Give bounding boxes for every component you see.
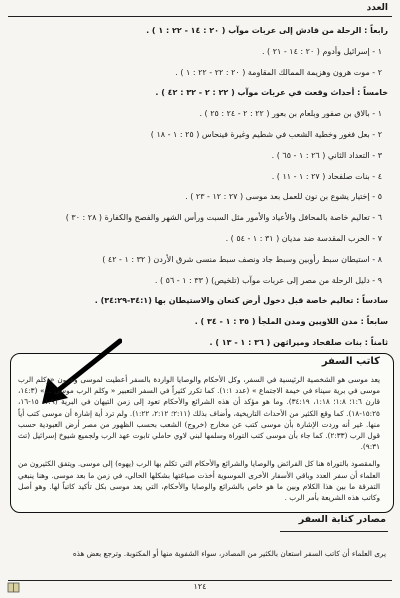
box-paragraph: يعد موسى هو الشخصية الرئيسية في السفر، وكل الأحكام والوصايا الواردة بالسفر أعطيت لموسى وهرون «وكلم الرب موسى في برية سيناء في خيمة الاجتماع » (عدد ١:١). كما تكرر كثيراً في السفر التعبير « وكلم الرب موسى ...» (١٤:٣، قارن ١:٦؛ ١:٨؛ ١:١٨، ٣٤:١٩). وما هو مؤكد أن هذه الشرائع والأحكام تعود إلى زمن التيهان في البرية (١:٩، ١٥-١٦، ١٥:٢٥-١٨). كما وقع الكثير من الأحداث التاريخية، وأضاف بذلك (٢:١١؛ ٢:١٢، ١:٢٢). ولم ترد أية إشارة أن موسى كتب أياً منها. غير أنه وردت الإشارة بأن موسى كتب عن مخارج (خروج) الشعب بحسب الظهور من مصر أرض العبودية حسب قول الرب (٢:٣٣). كما جاء بأن موسى كتب التوراة وسلمها لبني لاوي حاملي تابوت عهد الرب ولجميع شيوخ إسرائيل (تث ٩:٣١). [18, 375, 380, 452]
outline-row: سادساً : تعاليم خاصة قبل دخول أرض كنعان والاستيطان بها (٣٤:١-٣٤:٢٩) . [94, 296, 388, 306]
book-icon [7, 581, 20, 594]
outline-row: ٥ - إختيار يشوع بن نون للعمل بعد موسى ( ٢٧ : ١٢ - ٢٣ ) . [185, 192, 382, 202]
outline-row: ٢ - بعل فغور وخطية الشعب في شطيم وغيرة فينحاس ( ٢٥ : ١ - ١٨ ) [150, 129, 382, 139]
outline-list [18, 21, 388, 354]
outline-row: ١ - بالاق بن صفور وبلعام بن بعور ( ٢٢ : ٢ - ٢٤ : ٢٥ ) . [199, 109, 382, 119]
box-body [18, 374, 380, 509]
outline-row: ٩ - دليل الرحلة من مصر إلى عربات موآب (تلخيص) ( ٣٣ : ١ - ٥٦ ) . [154, 275, 382, 285]
box-paragraph: والمقصود بالتوراة هنا كل الفرائض والوصايا والشرائع والأحكام التي تكلم بها الرب (يهوه) إلى موسى. ويتفق الكثيرون من العلماء أن سفر العدد وباقي الأسفار الأخرى الموسوية أخذت صياغتها بشكلها الحالي، في زمن ما بعد موسى. وهنا ينبغي التفرقة ما بين هذا الكلام وبين ما هو خاص بالشرائع والوصايا والأحكام، التي يعد موسى بكل تأكيد كاتباً لها. وهو أصل وكاتب هذه الشريعة بأمر الرب . [18, 459, 380, 503]
footer-rule [8, 580, 392, 581]
outline-row: رابعاً : الرحلة من قادش إلى عربات موآب ( ٢٠ : ١٤ - ٢٢ : ١ ) . [146, 26, 388, 35]
outline-row: سابعاً : مدن اللاويين ومدن الملجأ ( ٣٥ : ١ - ٣٤ ) . [194, 317, 388, 327]
outline-row: ٣ - التعداد الثاني ( ٢٦ : ١ - ٦٥ ) . [271, 150, 382, 160]
outline-row: ثامناً : بنات صلفحاد وميراثهن ( ٣٦ : ١ - ١٣ ) . [209, 337, 388, 347]
outline-row: خامساً : أحداث وقعت في عربات موآب ( ٢٢ : ٢ - ٣٢ : ٤٢ ) . [155, 88, 388, 98]
running-header: العدد [366, 3, 388, 13]
outline-row: ٦ - تعاليم خاصة بالمحافل والأعياد والأمور مثل السبت ورأس الشهر والفصح والكفارة ( ٢٨ : ٣٠ ) [65, 213, 382, 223]
page-number: ١٢٤ [193, 582, 207, 591]
outline-row: ٢ - موت هرون وهزيمة الممالك المقاومة ( ٢٠ : ٢٢ - ٢٢ : ١ ) . [175, 67, 382, 77]
section-title: مصادر كتابة السفر [298, 514, 386, 525]
outline-row: ٨ - استيطان سبط رأوبين وسبط جاد ونصف سبط منسى شرق الأردن ( ٣٢ : ١ - ٤٢ ) [102, 254, 382, 264]
section-title-underline [280, 531, 388, 532]
header-rule [8, 16, 392, 17]
outline-row: ١ - إسرائيل وأدوم ( ٢٠ : ١٤ - ٢١ ) . [261, 46, 382, 56]
outline-row: ٤ - بنات صلفحاد ( ٢٧ : ١ - ١١ ) . [271, 171, 382, 181]
outline-row: ٧ - الحرب المقدسة ضد مديان ( ٣١ : ١ - ٥٤ ) . [225, 233, 382, 243]
box-title: كاتب السفر [321, 356, 380, 367]
body-paragraph: يرى العلماء أن كاتب السفر استعان بالكثير من المصادر، سواء الشفوية منها أو المكتوبة. وترجع بعض هذه [72, 549, 386, 558]
